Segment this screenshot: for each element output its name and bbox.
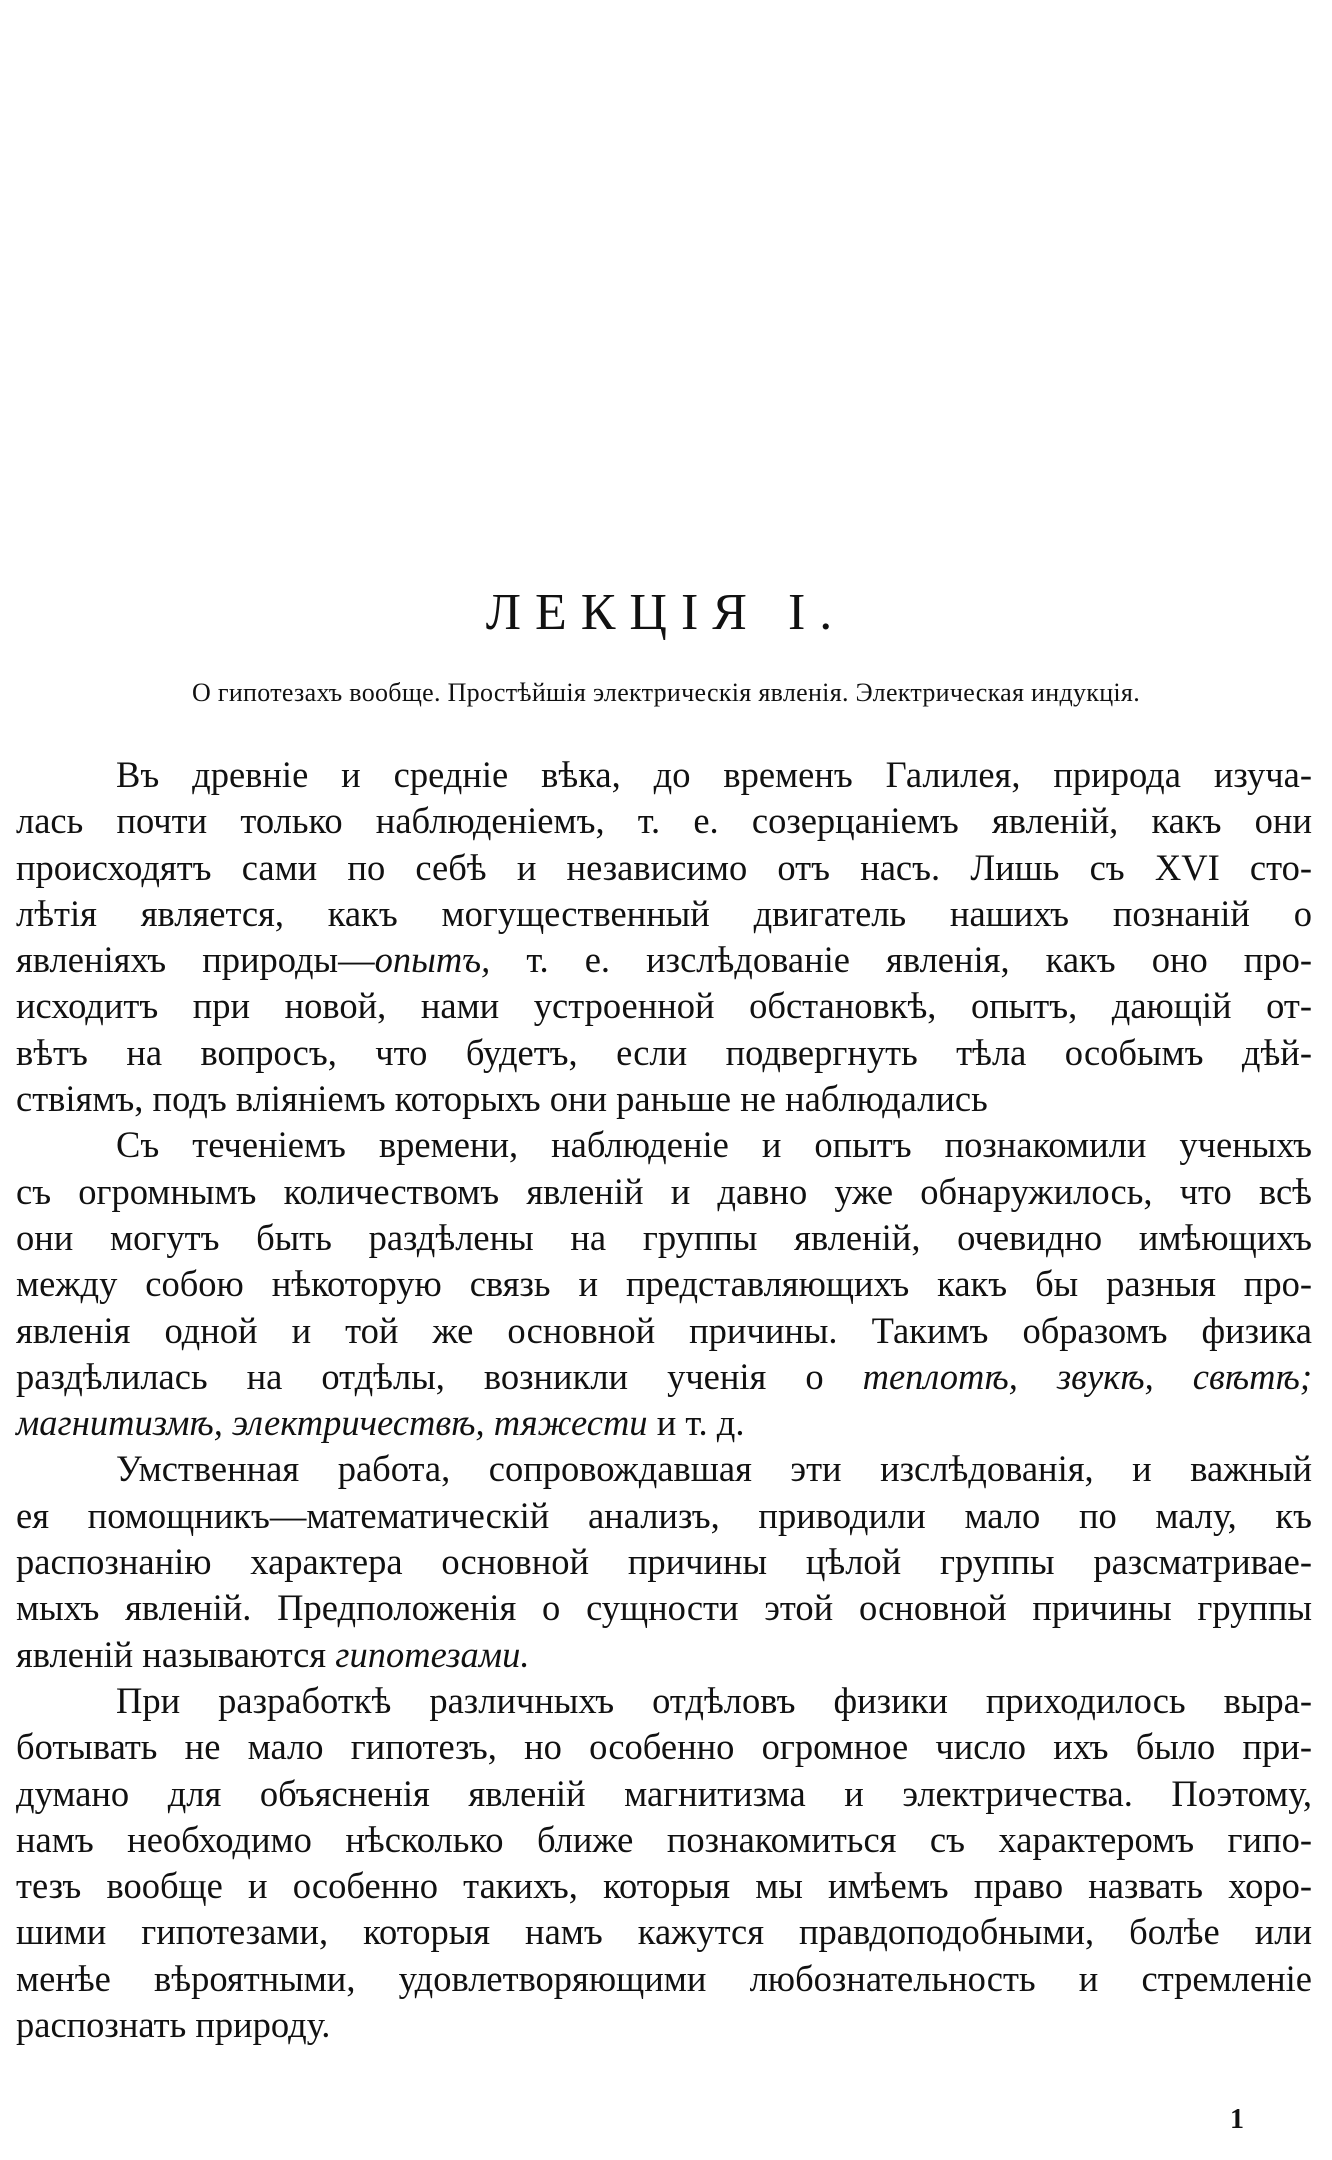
text-line: мыхъ явленій. Предположенія о сущности этой основной причины группы (16, 1587, 1312, 1629)
text-line: распознанію характера основной причины цѣлой группы разсматривае- (16, 1541, 1312, 1583)
text-line: менѣе вѣроятными, удовлетворяющими любознательность и стремленіе (16, 1957, 1312, 1999)
text-line: явленій называются гипотезами. (16, 1633, 530, 1675)
paragraph-1 (16, 752, 1312, 1122)
emphasized-term: гипотезами. (335, 1633, 530, 1675)
lecture-subtitle: О гипотезахъ вообще. Простѣйшія электрическія явленія. Электрическая индукція. (191, 678, 1140, 707)
text-line: При разработкѣ различныхъ отдѣловъ физики приходилось выра- (116, 1679, 1312, 1721)
emphasized-term: магнитизмѣ, (16, 1402, 223, 1444)
text-line: распознать природу. (16, 2004, 331, 2046)
paragraph-4 (16, 1678, 1312, 2048)
emphasized-term: звукѣ, (1056, 1355, 1154, 1397)
page-number: 1 (1230, 2104, 1244, 2135)
text-line: шими гипотезами, которыя намъ кажутся правдоподобными, болѣе или (16, 1911, 1312, 1953)
emphasized-term: электричествѣ, (231, 1402, 485, 1444)
text-line: вѣтъ на вопросъ, что будетъ, если подвергнуть тѣла особымъ дѣй- (16, 1031, 1312, 1073)
paragraph-3 (16, 1446, 1312, 1677)
text-line: раздѣлилась на отдѣлы, возникли ученія о теплотѣ, звукѣ, свѣтѣ; (16, 1355, 1312, 1397)
text-line: тезъ вообще и особенно такихъ, которыя мы имѣемъ право назвать хоро- (16, 1865, 1312, 1907)
text-line: лѣтія является, какъ могущественный двигатель нашихъ познаній о (16, 892, 1312, 934)
text-line: намъ необходимо нѣсколько ближе познакомиться съ характеромъ гипо- (16, 1818, 1312, 1860)
emphasized-term: теплотѣ, (862, 1355, 1018, 1397)
text-line: думано для объясненія явленій магнитизма и электричества. Поэтому, (16, 1772, 1312, 1814)
text-line: ботывать не мало гипотезъ, но особенно огромное число ихъ было при- (16, 1726, 1312, 1768)
text-line: Съ теченіемъ времени, наблюденіе и опытъ познакомили ученыхъ (116, 1124, 1312, 1166)
text-line: между собою нѣкоторую связь и представляющихъ какъ бы разныя про- (16, 1263, 1312, 1305)
text-line: ея помощникъ—математическій анализъ, приводили мало по малу, къ (16, 1494, 1312, 1536)
text-line: магнитизмѣ, электричествѣ, тяжести и т. д. (16, 1402, 745, 1444)
text-line: происходятъ сами по себѣ и независимо отъ насъ. Лишь съ XVI сто- (16, 846, 1312, 888)
text-line: они могутъ быть раздѣлены на группы явленій, очевидно имѣющихъ (16, 1216, 1312, 1258)
emphasized-term: тяжести (493, 1402, 648, 1444)
text-line: исходитъ при новой, нами устроенной обстановкѣ, опытъ, дающій от- (16, 985, 1312, 1027)
text-line: Въ древніе и средніе вѣка, до временъ Галилея, природа изуча- (116, 754, 1312, 795)
lecture-title: ЛЕКЦІЯ I. (485, 583, 847, 641)
paragraph-2 (16, 1122, 1312, 1446)
text-line: ствіямъ, подъ вліяніемъ которыхъ они раньше не наблюдались (16, 1078, 988, 1120)
text-line: съ огромнымъ количествомъ явленій и давно уже обнаружилось, что всѣ (16, 1170, 1312, 1212)
text-line: явленіяхъ природы—опытъ, т. е. изслѣдованіе явленія, какъ оно про- (16, 939, 1312, 981)
text-line: лась почти только наблюденіемъ, т. е. созерцаніемъ явленій, какъ они (16, 800, 1312, 842)
emphasized-term: опытъ, (374, 939, 491, 981)
text-line: явленія одной и той же основной причины. Такимъ образомъ физика (16, 1309, 1312, 1351)
emphasized-term: свѣтѣ; (1192, 1355, 1312, 1397)
body-text (16, 752, 1312, 2048)
text-line: Умственная работа, сопровождавшая эти изслѣдованія, и важный (116, 1448, 1312, 1490)
